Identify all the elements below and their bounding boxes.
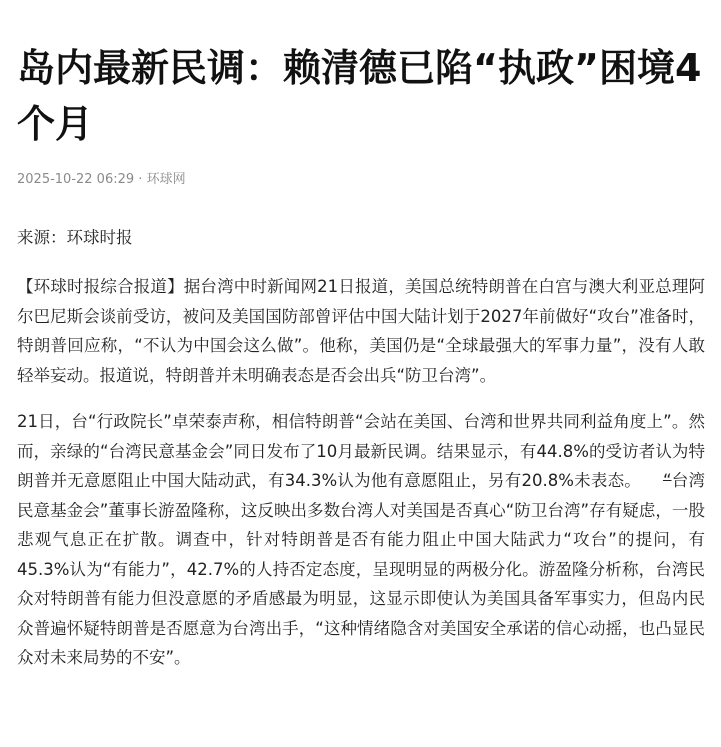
article-meta bbox=[17, 170, 705, 190]
paragraph-text: 21日，台“行政院长”卓荣泰声称，相信特朗普“会站在美国、台湾和世界共同利益角度上”。然而，亲绿的“台湾民意基金会”同日发布了10月最新民调。结果显示，有44.8%的受访者认为特朗普并无意愿阻止中国大陆动武，有34.3%认为他有意愿阻止，另有20.8%未表态。 bbox=[17, 412, 705, 490]
paragraph-text: 台湾民意基金会”董事长游盈隆称，这反映出多数台湾人对美国是否真心“防卫台湾”存有疑虑，一股悲观气息正在扩散。调查中，针对特朗普是否有能力阻止中国大陆武力“攻台”的提问，有45.3%认为“有能力”，42.7%的人持否定态度，呈现明显的两极分化。游盈隆分析称，台湾民众对特朗普有能力但没意愿的矛盾感最为明显，这显示即使认为美国具备军事实力，但岛内民众普遍怀疑特朗普是否愿意为台湾出手，“这种情绪隐含对美国安全承诺的信心动摇，也凸显民众对未来局势的不安”。 bbox=[17, 471, 705, 667]
article-source: 来源：环球时报 bbox=[17, 228, 133, 247]
meta-separator: · bbox=[134, 172, 147, 187]
article-paragraph bbox=[17, 407, 705, 673]
article-paragraph: 【环球时报综合报道】据台湾中时新闻网21日报道，美国总统特朗普在白宫与澳大利亚总理阿尔巴尼斯会谈前受访，被问及美国国防部曾评估中国大陆计划于2027年前做好“攻台”准备时，特朗普回应称，“不认为中国会这么做”。他称，美国仍是“全球最强大的军事力量”，没有人敢轻举妄动。报道说，特朗普并未明确表态是否会出兵“防卫台湾”。 bbox=[17, 277, 705, 385]
article-title: 岛内最新民调：赖清德已陷“执政”困境4个月 bbox=[17, 46, 702, 146]
publish-date: 2025-10-22 06:29 bbox=[17, 172, 135, 187]
publisher-name[interactable]: 环球网 bbox=[146, 172, 186, 187]
struck-quote-mark: “ bbox=[662, 471, 672, 490]
article bbox=[17, 0, 705, 673]
